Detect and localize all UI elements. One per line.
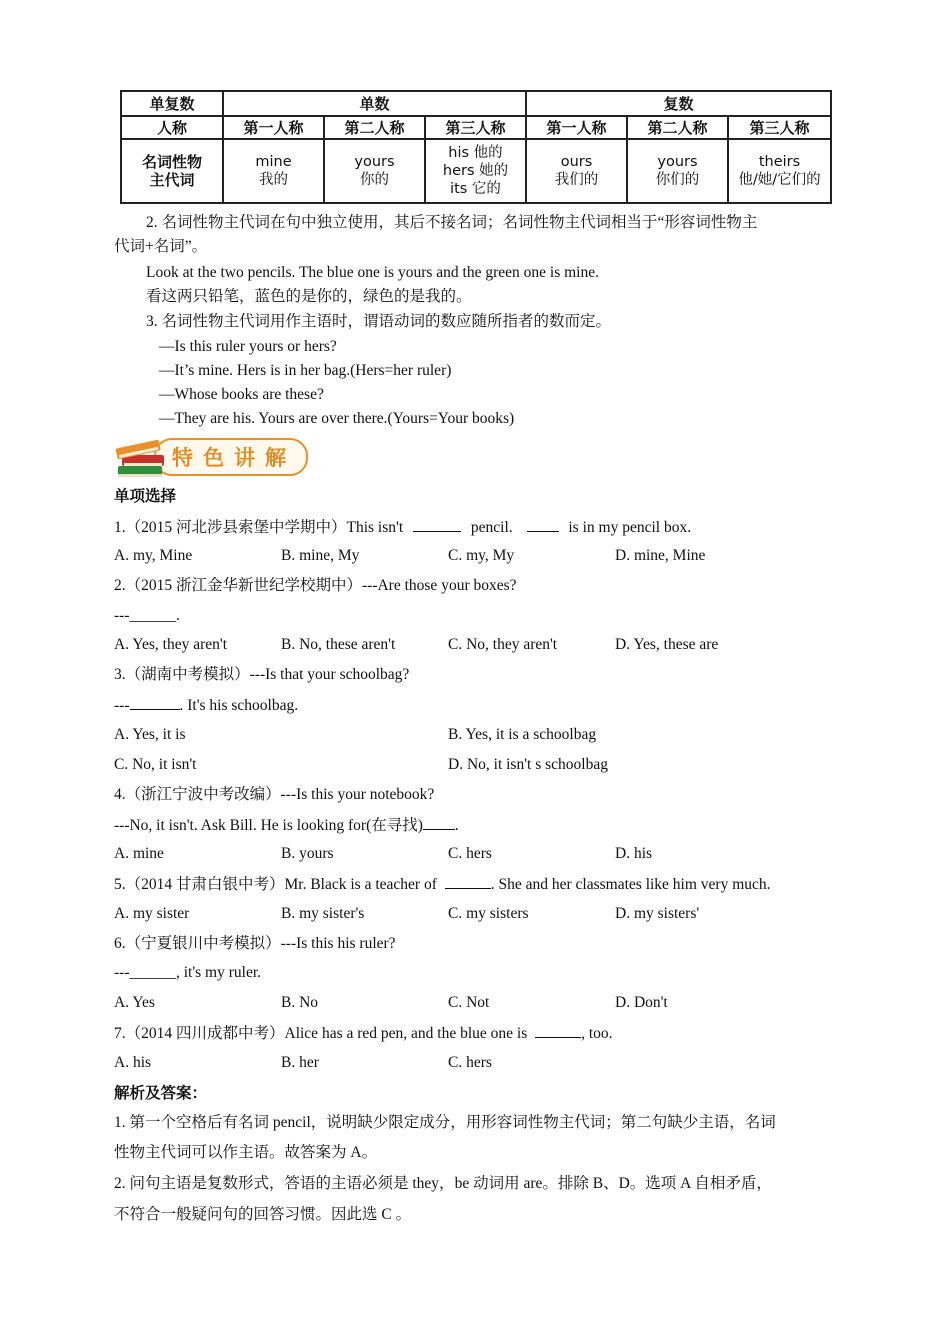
answer-explanation: 2. 问句主语是复数形式，答语的主语必须是 they，be 动词用 are。排除 B、D。选项 A 自相矛盾， xyxy=(114,1175,772,1192)
table-header-singular: 单数 xyxy=(223,91,526,116)
cell-text: 你的 xyxy=(360,172,389,188)
option: A. Yes, it is xyxy=(114,726,186,743)
question-text: --- xyxy=(114,697,130,714)
table-row xyxy=(121,139,831,203)
cell-text: its 它的 xyxy=(450,181,501,197)
question-text: . She and her classmates like him very much. xyxy=(490,876,771,893)
cell-text: 他/她/它们的 xyxy=(738,172,821,188)
question-3: 3.（湖南中考模拟）---Is that your schoolbag? xyxy=(114,666,410,683)
answer-line: ---______, it's my ruler. xyxy=(114,964,262,981)
option: B. Yes, it is a schoolbag xyxy=(448,726,597,743)
cell-text: 名词性物 xyxy=(141,153,202,171)
question-text: . xyxy=(454,817,459,834)
answer-blank xyxy=(413,516,461,532)
option: A. Yes, they aren't xyxy=(114,636,228,653)
answer-explanation: 1. 第一个空格后有名词 pencil，说明缺少限定成分，用形容词性物主代词；第二句缺少主语，名词 xyxy=(114,1114,776,1131)
question-6: 6.（宁夏银川中考模拟）---Is this his ruler? xyxy=(114,935,396,952)
table-row xyxy=(121,116,831,139)
option: A. Yes xyxy=(114,994,155,1011)
example-sentence: Look at the two pencils. The blue one is yours and the green one is mine. xyxy=(146,264,599,281)
option: D. mine, Mine xyxy=(615,547,706,564)
cell-text: 我们的 xyxy=(554,172,599,188)
cell-text: yours xyxy=(657,154,698,170)
table-header-third-person: 第三人称 xyxy=(728,116,831,139)
question-7 xyxy=(114,1022,613,1045)
table-header-second-person: 第二人称 xyxy=(324,116,425,139)
cell-text: ours xyxy=(560,154,593,170)
answer-line xyxy=(114,814,459,837)
table-cell xyxy=(324,139,425,203)
cell-text: 你们的 xyxy=(655,172,700,188)
question-text: is in my pencil box. xyxy=(568,519,692,536)
note-3: 3. 名词性物主代词用作主语时，谓语动词的数应随所指者的数而定。 xyxy=(146,313,612,330)
table-cell xyxy=(627,139,728,203)
option: B. mine, My xyxy=(281,547,360,564)
option: C. No, it isn't xyxy=(114,756,197,773)
note-2-line-2: 代词+名词”。 xyxy=(114,238,208,255)
option: D. Don't xyxy=(615,994,668,1011)
cell-text: 我的 xyxy=(259,172,288,188)
dialogue-line: —Is this ruler yours or hers? xyxy=(159,338,337,355)
option: B. her xyxy=(281,1054,319,1071)
option: D. Yes, these are xyxy=(615,636,719,653)
table-row xyxy=(121,91,831,116)
question-4: 4.（浙江宁波中考改编）---Is this your notebook? xyxy=(114,786,435,803)
feature-banner xyxy=(114,432,314,484)
table-cell xyxy=(526,139,627,203)
banner-text: 特色讲解 xyxy=(172,446,296,470)
option: A. my sister xyxy=(114,905,190,922)
answers-title: 解析及答案： xyxy=(114,1085,208,1102)
question-2: 2.（2015 浙江金华新世纪学校期中）---Are those your boxes? xyxy=(114,577,517,594)
answer-blank xyxy=(130,694,180,710)
option: B. my sister's xyxy=(281,905,365,922)
answer-blank xyxy=(423,814,455,830)
dialogue-line: —Whose books are these? xyxy=(159,386,324,403)
question-text: 1.（2015 河北涉县索堡中学期中）This isn't xyxy=(114,519,404,536)
option: C. No, they aren't xyxy=(448,636,558,653)
table-cell xyxy=(425,139,526,203)
answer-explanation: 性物主代词可以作主语。故答案为 A。 xyxy=(114,1144,378,1161)
question-text: ---No, it isn't. Ask Bill. He is looking for(在寻找) xyxy=(114,817,423,834)
example-translation: 看这两只铅笔，蓝色的是你的，绿色的是我的。 xyxy=(146,288,472,305)
answer-line xyxy=(114,694,298,717)
option: A. my, Mine xyxy=(114,547,193,564)
question-text: 7.（2014 四川成都中考）Alice has a red pen, and the blue one is xyxy=(114,1025,528,1042)
question-text: , too. xyxy=(581,1025,613,1042)
table-row-header xyxy=(121,139,223,203)
table-header-plural: 复数 xyxy=(526,91,831,116)
question-text: 5.（2014 甘肃白银中考）Mr. Black is a teacher of xyxy=(114,876,437,893)
table-cell xyxy=(728,139,831,203)
option: C. my, My xyxy=(448,547,515,564)
question-text: . It's his schoolbag. xyxy=(179,697,299,714)
possessive-pronoun-table xyxy=(120,90,832,204)
option: B. yours xyxy=(281,845,334,862)
cell-text: his 他的 xyxy=(448,145,503,161)
dialogue-line: —It’s mine. Hers is in her bag.(Hers=her ruler) xyxy=(159,362,452,379)
cell-text: 主代词 xyxy=(149,171,195,189)
option: A. mine xyxy=(114,845,164,862)
option: D. my sisters' xyxy=(615,905,700,922)
table-header-person: 人称 xyxy=(121,116,223,139)
answer-line: ---______. xyxy=(114,607,180,624)
note-2-line-1: 2. 名词性物主代词在句中独立使用，其后不接名词；名词性物主代词相当于“形容词性物主 xyxy=(146,214,758,231)
option: B. No xyxy=(281,994,319,1011)
question-text: pencil. xyxy=(470,519,513,536)
answer-blank xyxy=(445,873,491,889)
cell-text: yours xyxy=(354,154,395,170)
answer-explanation: 不符合一般疑问句的回答习惯。因此选 C 。 xyxy=(114,1206,412,1223)
table-header-third-person: 第三人称 xyxy=(425,116,526,139)
table-header-second-person: 第二人称 xyxy=(627,116,728,139)
question-1 xyxy=(114,516,691,539)
option: C. my sisters xyxy=(448,905,529,922)
option: C. hers xyxy=(448,1054,492,1071)
answer-blank xyxy=(535,1022,581,1038)
table-header-first-person: 第一人称 xyxy=(526,116,627,139)
answer-blank xyxy=(527,516,559,532)
table-header-number: 单复数 xyxy=(121,91,223,116)
option: C. hers xyxy=(448,845,492,862)
cell-text: hers 她的 xyxy=(442,163,509,179)
cell-text: mine xyxy=(255,154,292,170)
cell-text: theirs xyxy=(758,154,801,170)
dialogue-line: —They are his. Yours are over there.(Yours=Your books) xyxy=(159,410,515,427)
option: C. Not xyxy=(448,994,490,1011)
option: B. No, these aren't xyxy=(281,636,396,653)
option: D. No, it isn't s schoolbag xyxy=(448,756,608,773)
table-cell xyxy=(223,139,324,203)
option: D. his xyxy=(615,845,653,862)
question-5 xyxy=(114,873,771,896)
books-icon xyxy=(114,432,172,484)
option: A. his xyxy=(114,1054,152,1071)
section-title: 单项选择 xyxy=(114,488,177,505)
table-header-first-person: 第一人称 xyxy=(223,116,324,139)
